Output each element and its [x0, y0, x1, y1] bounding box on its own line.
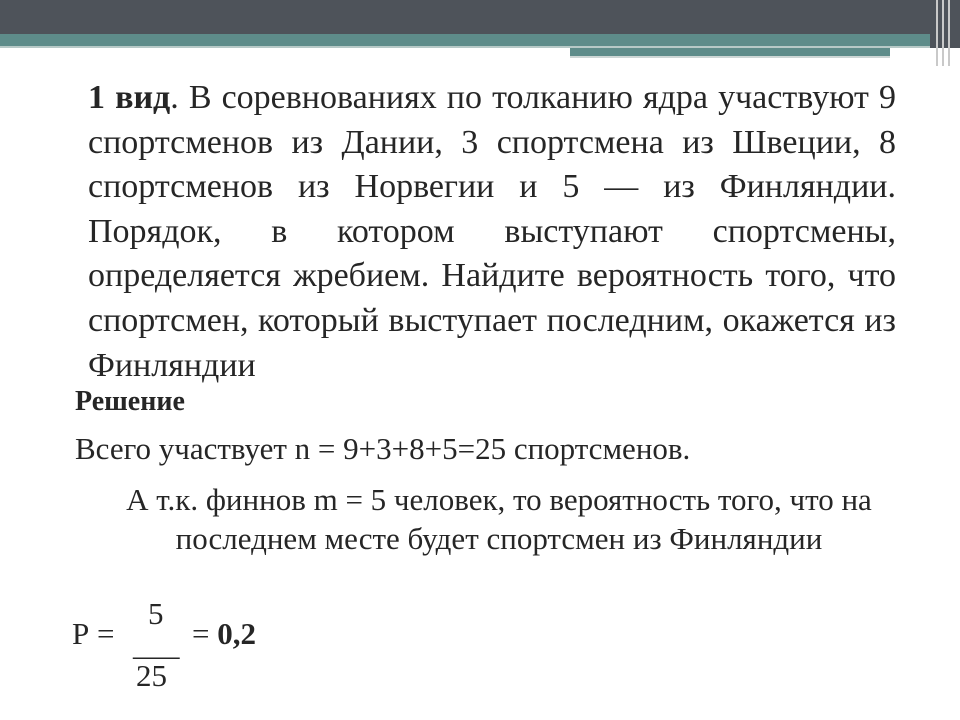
problem-text: . В соревнованиях по толканию ядра участвуют 9 спортсменов из Дании, 3 спортсмена из Швеции, 8 спортсменов из Норвегии и 5 — из Финляндии. Порядок, в котором выступают спортсмены, определяется жребием. Найдите вероятность того, что спортсмен, который выступает последним, окажется из Финляндии	[88, 79, 896, 384]
header-corner-block	[930, 0, 960, 48]
header-accent-bar	[570, 48, 890, 56]
formula-result	[192, 616, 256, 652]
solution-finns-text: А т.к. финнов m = 5 человек, то вероятность того, что на последнем месте будет спортсмен из Финляндии	[126, 482, 872, 556]
formula-equals: =	[192, 616, 218, 651]
header-accent-bar-light	[570, 56, 890, 58]
formula-numerator: 5	[148, 596, 164, 631]
solution-total-line: Всего участвует n = 9+3+8+5=25 спортсменов.	[75, 431, 691, 466]
problem-statement	[88, 76, 896, 388]
header-corner-stripe	[942, 0, 944, 66]
header-teal-line	[0, 34, 960, 46]
formula-label: Р =	[72, 616, 115, 651]
header-dark-bar	[0, 0, 960, 34]
solution-title: Решение	[75, 386, 185, 417]
header-corner-stripe	[936, 0, 938, 66]
formula-result-value: 0,2	[217, 616, 256, 651]
formula-fraction-bar: ___	[133, 627, 180, 662]
probability-formula	[72, 596, 372, 706]
header-corner-stripe	[948, 0, 950, 66]
formula-denominator: 25	[136, 658, 167, 693]
problem-lead: 1 вид	[88, 79, 171, 116]
